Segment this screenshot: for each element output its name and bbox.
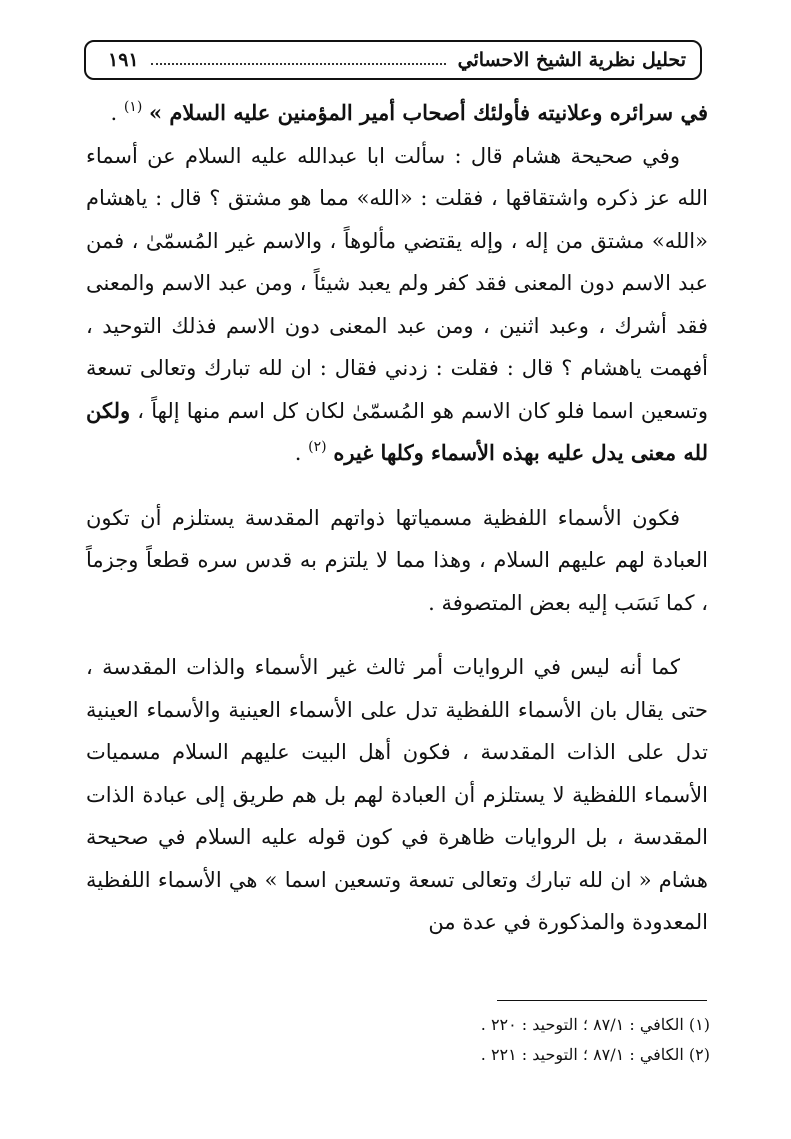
footnotes (420, 1010, 710, 1070)
paragraph-third-matter: كما أنه ليس في الروايات أمر ثالث غير الأسماء والذات المقدسة ، حتى يقال بان الأسماء اللفظية تدل على الأسماء العينية والأسماء العينية تدل على الذات المقدسة ، فكون أهل البيت عليهم السلام مسميات الأسماء اللفظية لا يستلزم أن العبادة لهم بل هم طريق إلى عبادة الذات المقدسة ، بل الروايات ظاهرة في كون قوله عليه السلام في صحيحة هشام « ان لله تبارك وتعالى تسعة وتسعين اسما » هي الأسماء اللفظية المعدودة والمذكورة في عدة من (86, 655, 708, 934)
footnote-1: (١) الكافي : ٨٧/١ ؛ التوحيد : ٢٢٠ . (480, 1015, 710, 1034)
page-header (84, 40, 702, 80)
paragraph-worship-implication: فكون الأسماء اللفظية مسمياتها ذواتهم المقدسة يستلزم أن تكون العبادة لهم عليهم السلام ، وهذا مما لا يلتزم به قدس سره قطعاً وجزماً ، كما نَسَب إليه بعض المتصوفة . (86, 505, 708, 615)
footnote-2: (٢) الكافي : ٨٧/١ ؛ التوحيد : ٢٢١ . (480, 1045, 710, 1064)
paragraph-continued (86, 92, 708, 135)
quote-end-bold: في سرائره وعلانيته فأولئك أصحاب أمير المؤمنين عليه السلام » (148, 100, 708, 125)
page-number: ١٩١ (108, 49, 139, 71)
paragraph-hisham-narration (86, 135, 708, 475)
narration-text: وفي صحيحة هشام قال : سألت ابا عبدالله عليه السلام عن أسماء الله عز ذكره واشتقاقها ، فقلت : «الله» مما هو مشتق ؟ قال : ياهشام «الله» مشتق من إله ، وإله يقتضي مألوهاً ، والاسم غير المُسمّىٰ ، فمن عبد الاسم دون المعنى فقد كفر ولم يعبد شيئاً ، ومن عبد الاسم والمعنى فقد أشرك ، وعبد اثنين ، ومن عبد المعنى دون الاسم فذلك التوحيد ، أفهمت ياهشام ؟ قال : فقلت : زدني فقال : ان لله تبارك وتعالى تسعة وتسعين اسما فلو كان الاسم هو المُسمّىٰ لكان كل اسم منها إلهاً ، (86, 143, 708, 423)
running-title: تحليل نظرية الشيخ الاحسائي (457, 49, 686, 71)
period: . (294, 441, 302, 465)
period: . (110, 101, 118, 125)
footnote-separator (497, 1000, 707, 1001)
narration-bold: ولكن لله معنى يدل عليه بهذه الأسماء وكلها غيره (86, 397, 708, 465)
header-dot-leader (151, 63, 446, 65)
main-text (86, 92, 708, 944)
footnote-ref-2: (٢) (308, 439, 327, 455)
footnote-ref-1: (١) (123, 99, 143, 115)
